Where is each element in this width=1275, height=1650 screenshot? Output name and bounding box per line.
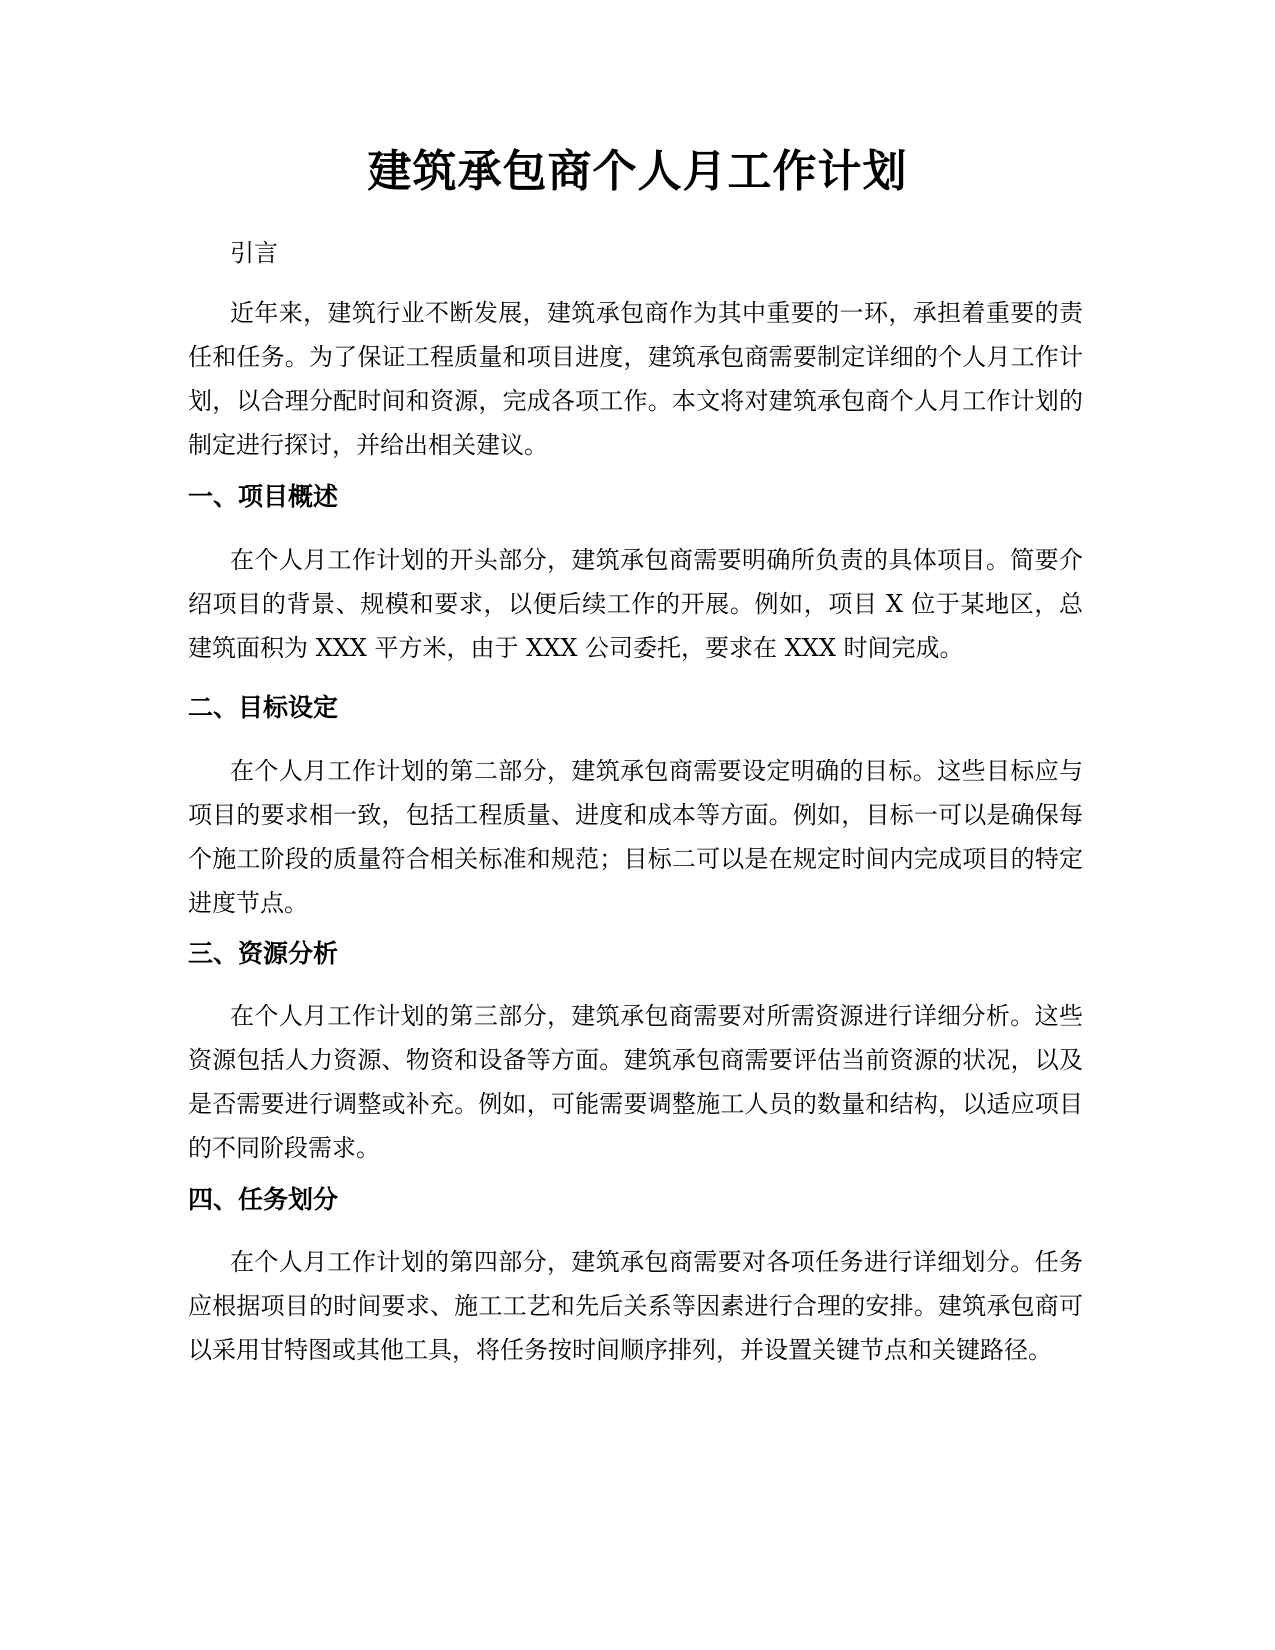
document-title: 建筑承包商个人月工作计划 — [367, 146, 908, 197]
section-paragraph-overview: 在个人月工作计划的开头部分，建筑承包商需要明确所负责的具体项目。简要介绍项目的背景、规模和要求，以便后续工作的开展。例如，项目 X 位于某地区，总建筑面积为 XXX 平方米，由于 XXX 公司委托，要求在 XXX 时间完成。 — [188, 546, 1083, 662]
section-paragraph-tasks: 在个人月工作计划的第四部分，建筑承包商需要对各项任务进行详细划分。任务应根据项目的时间要求、施工工艺和先后关系等因素进行合理的安排。建筑承包商可以采用甘特图或其他工具，将任务按时间顺序排列，并设置关键节点和关键路径。 — [188, 1248, 1083, 1364]
section-heading-tasks: 四、任务划分 — [188, 1185, 339, 1214]
section-heading-goals: 二、目标设定 — [188, 693, 339, 722]
section-paragraph-resources: 在个人月工作计划的第三部分，建筑承包商需要对所需资源进行详细分析。这些资源包括人力资源、物资和设备等方面。建筑承包商需要评估当前资源的状况，以及是否需要进行调整或补充。例如，可能需要调整施工人员的数量和结构，以适应项目的不同阶段需求。 — [188, 1002, 1083, 1162]
section-paragraph-goals: 在个人月工作计划的第二部分，建筑承包商需要设定明确的目标。这些目标应与项目的要求相一致，包括工程质量、进度和成本等方面。例如，目标一可以是确保每个施工阶段的质量符合相关标准和规范；目标二可以是在规定时间内完成项目的特定进度节点。 — [188, 757, 1083, 917]
intro-label: 引言 — [230, 239, 278, 267]
intro-paragraph: 近年来，建筑行业不断发展，建筑承包商作为其中重要的一环，承担着重要的责任和任务。为了保证工程质量和项目进度，建筑承包商需要制定详细的个人月工作计划，以合理分配时间和资源，完成各项工作。本文将对建筑承包商个人月工作计划的制定进行探讨，并给出相关建议。 — [188, 299, 1083, 459]
section-heading-overview: 一、项目概述 — [188, 482, 339, 511]
section-heading-resources: 三、资源分析 — [188, 939, 339, 968]
